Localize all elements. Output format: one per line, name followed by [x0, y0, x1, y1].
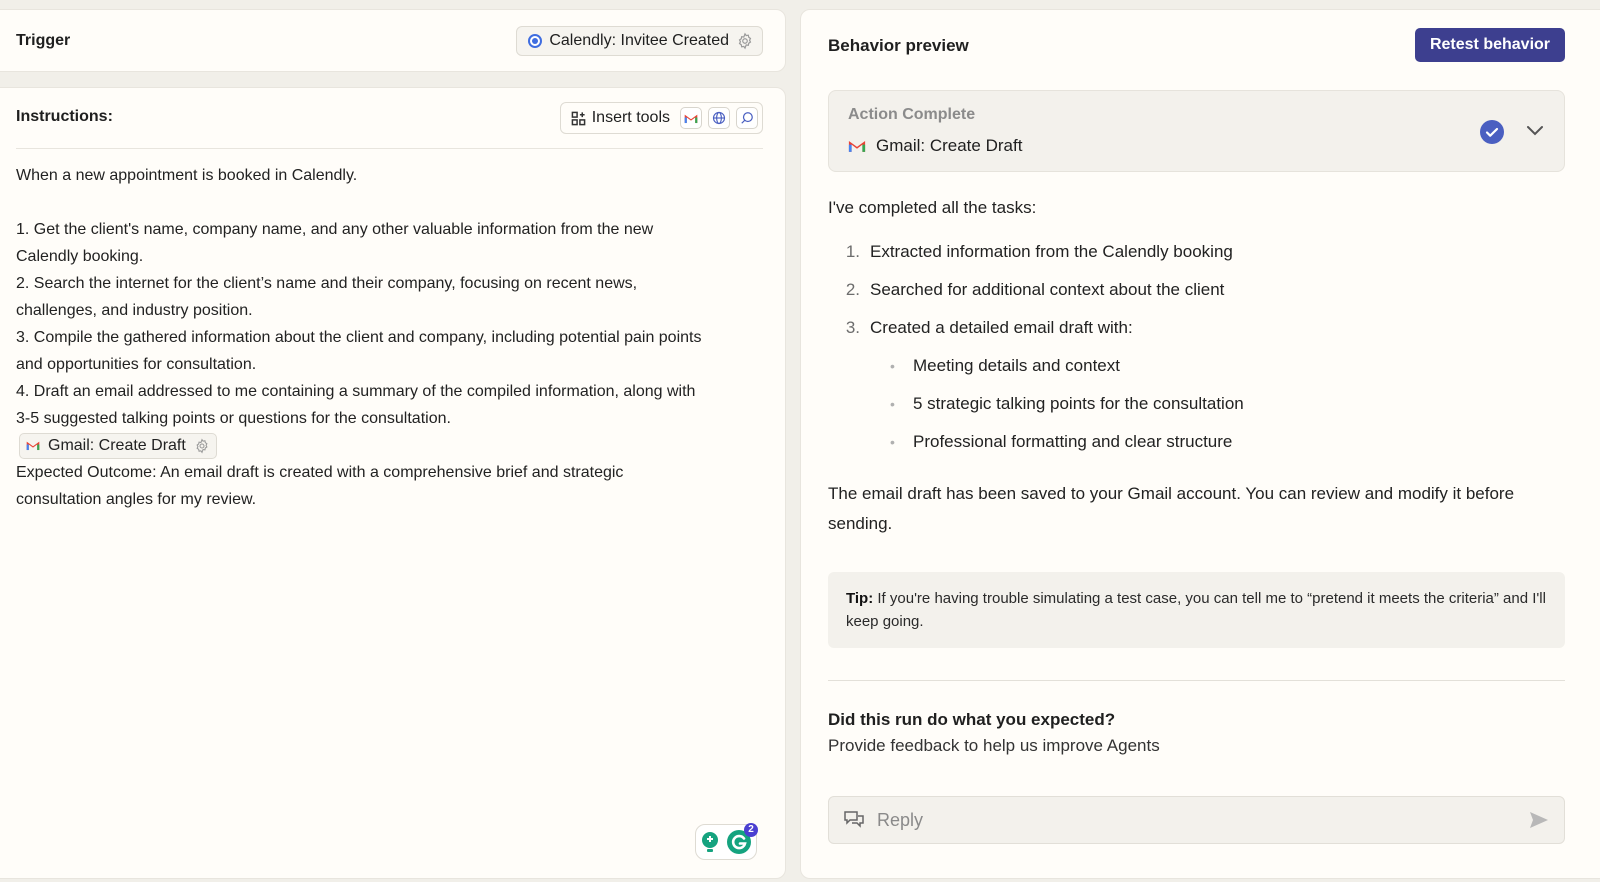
tip-box: [828, 572, 1565, 648]
behavior-preview-panel: [800, 9, 1600, 879]
instruction-line: 3. Compile the gathered information about the client and company, including potential pain points: [16, 329, 702, 346]
instructions-divider: [16, 148, 763, 149]
tip-text: If you're having trouble simulating a test case, you can tell me to “pretend it meets the criteria” and I'll keep going.: [846, 590, 1546, 630]
behavior-preview-title: Behavior preview: [828, 36, 969, 55]
gear-icon[interactable]: [194, 438, 210, 454]
list-item: • Meeting details and context: [890, 356, 1120, 375]
chevron-down-icon[interactable]: [1526, 124, 1544, 138]
feedback-subtitle: Provide feedback to help us improve Agents: [828, 736, 1160, 755]
globe-icon[interactable]: [708, 107, 730, 129]
retest-behavior-button[interactable]: Retest behavior: [1415, 28, 1565, 62]
radio-dot-icon: [528, 34, 542, 48]
action-status: Action Complete: [848, 106, 976, 123]
response-outro: The email draft has been saved to your Gmail account. You can review and modify it before sending.: [828, 484, 1515, 533]
feedback-question: Did this run do what you expected?: [828, 710, 1116, 729]
gear-icon[interactable]: [736, 32, 754, 50]
instructions-panel: [0, 87, 786, 879]
instruction-line: 2. Search the internet for the client’s name and their company, focusing on recent news,: [16, 275, 638, 292]
instruction-line: Calendly booking.: [16, 248, 144, 265]
chat-bubbles-icon: [843, 810, 865, 830]
list-item: • Professional formatting and clear structure: [890, 432, 1233, 451]
grid-plus-icon: [571, 111, 586, 126]
list-item: 3. Created a detailed email draft with:: [845, 318, 1133, 337]
trigger-chip[interactable]: [516, 26, 763, 56]
tip-label: Tip:: [846, 590, 874, 607]
instruction-line: When a new appointment is booked in Calendly.: [16, 167, 358, 184]
trigger-label: Trigger: [16, 32, 71, 49]
insert-tools-button[interactable]: [560, 102, 763, 134]
instruction-line: 4. Draft an email addressed to me containing a summary of the compiled information, along with: [16, 383, 696, 400]
list-item: 1. Extracted information from the Calendly booking: [845, 242, 1233, 261]
reply-box: [828, 796, 1565, 844]
action-name: Gmail: Create Draft: [876, 136, 1023, 155]
trigger-panel: [0, 9, 786, 72]
agent-response: [828, 193, 1565, 539]
send-icon[interactable]: [1528, 810, 1550, 830]
outcome-line: consultation angles for my review.: [16, 491, 257, 508]
instruction-line: challenges, and industry position.: [16, 302, 253, 319]
response-steps: [828, 233, 1565, 347]
gmail-icon: [848, 139, 866, 153]
grammarly-badge-count: 2: [744, 823, 758, 837]
gmail-tool-icon[interactable]: [680, 107, 702, 129]
instructions-text[interactable]: [16, 162, 764, 513]
lightbulb-icon: [700, 831, 720, 853]
instruction-line: and opportunities for consultation.: [16, 356, 257, 373]
feedback-divider: [828, 680, 1565, 681]
check-circle-icon: [1480, 120, 1504, 144]
instruction-line: 3-5 suggested talking points or questions for the consultation.: [16, 410, 451, 427]
gmail-chip-label: Gmail: Create Draft: [48, 437, 186, 455]
reply-input[interactable]: [877, 810, 1516, 831]
search-icon[interactable]: [736, 107, 758, 129]
trigger-chip-label: Calendly: Invitee Created: [549, 32, 729, 49]
instruction-line: 1. Get the client's name, company name, and any other valuable information from the new: [16, 221, 654, 238]
list-item: • 5 strategic talking points for the consultation: [890, 394, 1244, 413]
action-name-row: [848, 136, 1022, 156]
response-bullets: [828, 347, 1565, 461]
insert-tools-label: Insert tools: [591, 109, 670, 126]
response-intro: I've completed all the tasks:: [828, 198, 1037, 217]
action-complete-card[interactable]: [828, 90, 1565, 172]
instructions-label: Instructions:: [16, 108, 113, 125]
gmail-icon: [26, 440, 40, 451]
gmail-create-draft-chip[interactable]: [19, 433, 217, 459]
outcome-line: Expected Outcome: An email draft is created with a comprehensive brief and strategic: [16, 464, 624, 481]
grammarly-icon: [726, 824, 754, 855]
grammarly-widget[interactable]: [695, 824, 757, 860]
list-item: 2. Searched for additional context about the client: [845, 280, 1225, 299]
